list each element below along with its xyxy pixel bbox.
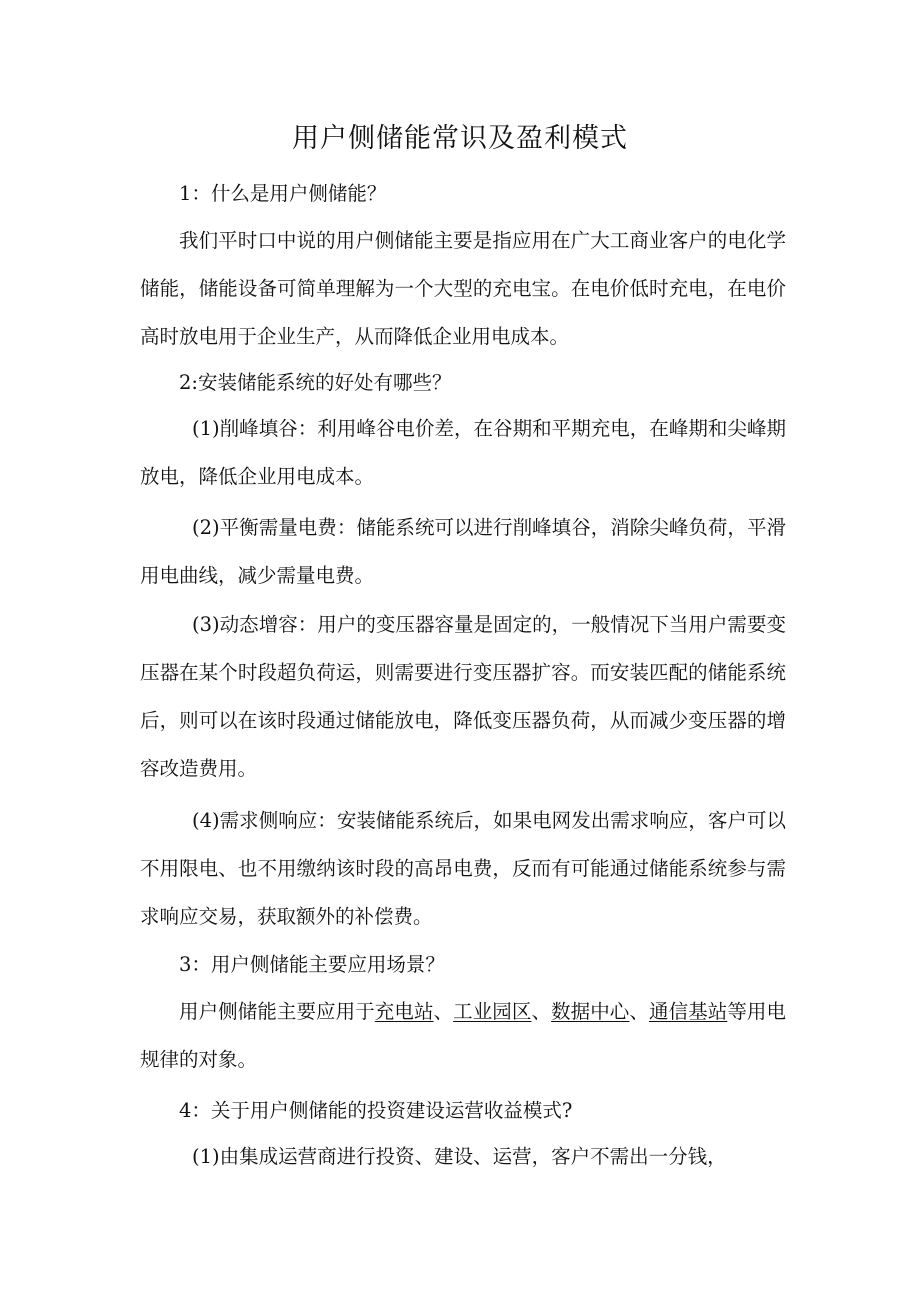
scene-link-charging-station[interactable]: 充电站 [374,1000,434,1023]
document-title: 用户侧储能常识及盈利模式 [292,123,628,154]
q3-body [140,988,786,1084]
q4-item-investment-model: (1)由集成运营商进行投资、建设、运营，客户不需出一分钱， [192,1145,727,1168]
q2-heading: 2:安装储能系统的好处有哪些？ [179,371,452,394]
q4-heading: 4：关于用户侧储能的投资建设运营收益模式? [179,1099,573,1122]
separator: 、 [629,1000,649,1023]
q3-body-suffix: 等用电规律的对象。 [140,1000,786,1071]
q2-item-demand-response: (4)需求侧响应：安装储能系统后，如果电网发出需求响应，客户可以不用限电、也不用缴纳该时段的高昂电费，反而有可能通过储能系统参与需求响应交易，获取额外的补偿费。 [140,809,786,928]
q2-item-peak-shaving: (1)削峰填谷：利用峰谷电价差，在谷期和平期充电，在峰期和尖峰期放电，降低企业用电成本。 [140,417,786,488]
q2-item-demand-charge: (2)平衡需量电费：储能系统可以进行削峰填谷，消除尖峰负荷，平滑用电曲线，减少需量电费。 [140,516,786,587]
scene-link-telecom-base-station[interactable]: 通信基站 [648,1000,728,1023]
separator: 、 [433,1000,454,1023]
separator: 、 [531,1000,552,1023]
q1-heading: 1：什么是用户侧储能？ [179,182,387,205]
q3-body-prefix: 用户侧储能主要应用于 [179,1000,375,1023]
scene-link-industrial-park[interactable]: 工业园区 [453,1000,532,1023]
q2-item-dynamic-capacity: (3)动态增容：用户的变压器容量是固定的，一般情况下当用户需要变压器在某个时段超负荷运，则需要进行变压器扩容。而安装匹配的储能系统后，则可以在该时段通过储能放电，降低变压器负荷，从而减少变压器的增容改造费用。 [140,613,786,780]
scene-link-data-center[interactable]: 数据中心 [551,1000,630,1023]
q3-heading: 3：用户侧储能主要应用场景？ [179,953,445,976]
q1-body: 我们平时口中说的用户侧储能主要是指应用在广大工商业客户的电化学储能，储能设备可简单理解为一个大型的充电宝。在电价低时充电，在电价高时放电用于企业生产，从而降低企业用电成本。 [140,229,786,348]
